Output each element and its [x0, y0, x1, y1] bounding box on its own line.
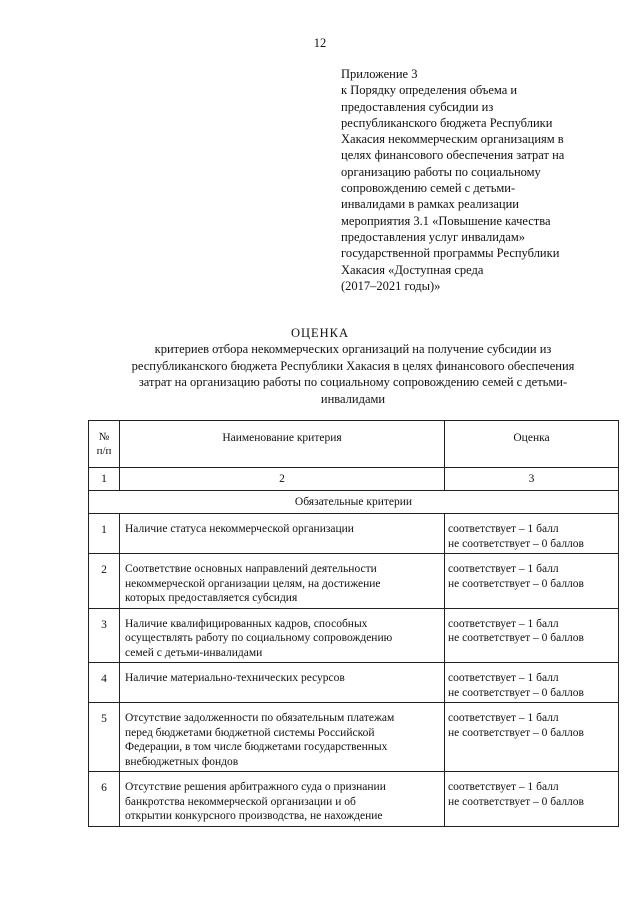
criterion-score [445, 772, 619, 827]
header-num-line: п/п [96, 445, 112, 457]
criterion-name-line: некоммерческой организации целям, на достижение [125, 577, 381, 590]
row-number: 5 [89, 703, 120, 772]
appendix-line: организацию работы по социальному [341, 164, 541, 179]
criterion-name [120, 703, 445, 772]
table-row [89, 772, 619, 827]
column-numbers-row [89, 468, 619, 491]
row-number: 2 [89, 554, 120, 609]
score-line: не соответствует – 0 баллов [448, 632, 584, 644]
score-line: соответствует – 1 балл [448, 781, 559, 793]
score-line: соответствует – 1 балл [448, 617, 559, 630]
criterion-name-line: Отсутствие решения арбитражного суда о признании [125, 781, 386, 793]
criterion-score [445, 514, 619, 554]
appendix-line: предоставления субсидии из [341, 99, 494, 114]
criterion-name [120, 608, 445, 663]
table-row [89, 608, 619, 663]
criterion-name-line: Наличие статуса некоммерческой организации [125, 523, 354, 535]
table-row [89, 514, 619, 554]
criterion-name [120, 554, 445, 609]
header-name: Наименование критерия [120, 421, 445, 468]
header-num-line: № [98, 431, 110, 443]
score-line: не соответствует – 0 баллов [448, 577, 584, 590]
header-num [89, 421, 120, 468]
criterion-name-line: перед бюджетами бюджетной системы Российской [125, 726, 375, 739]
appendix-block [341, 66, 616, 294]
appendix-line: к Порядку определения объема и [341, 83, 518, 98]
criterion-name [120, 772, 445, 827]
appendix-line: государственной программы Республики [341, 246, 560, 261]
section-row [89, 491, 619, 514]
criterion-name-line: которых предоставляется субсидия [125, 592, 298, 604]
criteria-table [88, 420, 619, 827]
criterion-name-line: открытии конкурсного производства, не нахождение [125, 810, 383, 822]
table-row [89, 703, 619, 772]
criterion-name-line: осуществлять работу по социальному сопровождению [125, 632, 393, 644]
appendix-line: предоставления услуг инвалидам» [341, 229, 526, 244]
criterion-name-line: внебюджетных фондов [125, 755, 239, 768]
score-line: не соответствует – 0 баллов [448, 726, 584, 739]
score-line: соответствует – 1 балл [448, 523, 559, 535]
page-number: 12 [313, 36, 327, 50]
appendix-line: целях финансового обеспечения затрат на [341, 148, 565, 163]
subtitle-line: инвалидами [320, 391, 386, 406]
score-line: не соответствует – 0 баллов [448, 686, 584, 699]
criterion-name-line: Наличие материально-технических ресурсов [125, 672, 345, 684]
criterion-name-line: Соответствие основных направлений деятельности [125, 563, 377, 575]
criterion-score [445, 703, 619, 772]
criterion-name-line: семей с детьми-инвалидами [125, 646, 263, 659]
row-number: 6 [89, 772, 120, 827]
table-row [89, 554, 619, 609]
criterion-name-line: Федерации, в том числе бюджетами государственных [125, 741, 388, 753]
row-number: 3 [89, 608, 120, 663]
document-title: ОЦЕНКА [290, 326, 350, 340]
criterion-score [445, 554, 619, 609]
row-number: 1 [89, 514, 120, 554]
appendix-line: Хакасия некоммерческим организациям в [341, 132, 564, 147]
subtitle-line: затрат на организацию работы по социальному сопровождению семей с детьми- [138, 375, 568, 389]
score-line: соответствует – 1 балл [448, 712, 559, 724]
table-header-row [89, 421, 619, 468]
row-number: 4 [89, 663, 120, 703]
criterion-name-line: банкротства некоммерческой организации и об [125, 795, 356, 808]
table-row [89, 663, 619, 703]
criterion-score [445, 608, 619, 663]
appendix-line: Хакасия «Доступная среда [341, 262, 484, 277]
column-number: 1 [89, 468, 120, 491]
header-score: Оценка [445, 421, 619, 468]
appendix-line: мероприятия 3.1 «Повышение качества [341, 213, 551, 228]
appendix-line: Приложение 3 [341, 67, 418, 81]
score-line: не соответствует – 0 баллов [448, 795, 584, 808]
criterion-name [120, 514, 445, 554]
score-line: соответствует – 1 балл [448, 563, 559, 575]
subtitle-line: критериев отбора некоммерческих организаций на получение субсидии из [154, 342, 552, 356]
criteria-rows [89, 514, 619, 827]
appendix-line: сопровождению семей с детьми- [341, 181, 516, 196]
column-number: 2 [120, 468, 445, 491]
appendix-line: (2017–2021 годы)» [341, 278, 441, 293]
appendix-line: инвалидами в рамках реализации [341, 197, 519, 212]
subtitle-line: республиканского бюджета Республики Хакасия в целях финансового обеспечения [131, 358, 575, 373]
criterion-name [120, 663, 445, 703]
score-line: не соответствует – 0 баллов [448, 537, 584, 550]
score-line: соответствует – 1 балл [448, 672, 559, 684]
section-title: Обязательные критерии [89, 491, 619, 514]
appendix-line: республиканского бюджета Республики [341, 115, 553, 130]
criterion-name-line: Наличие квалифицированных кадров, способных [125, 617, 368, 630]
document-subtitle [88, 341, 618, 407]
column-number: 3 [445, 468, 619, 491]
criterion-name-line: Отсутствие задолженности по обязательным платежам [125, 712, 395, 724]
criterion-score [445, 663, 619, 703]
